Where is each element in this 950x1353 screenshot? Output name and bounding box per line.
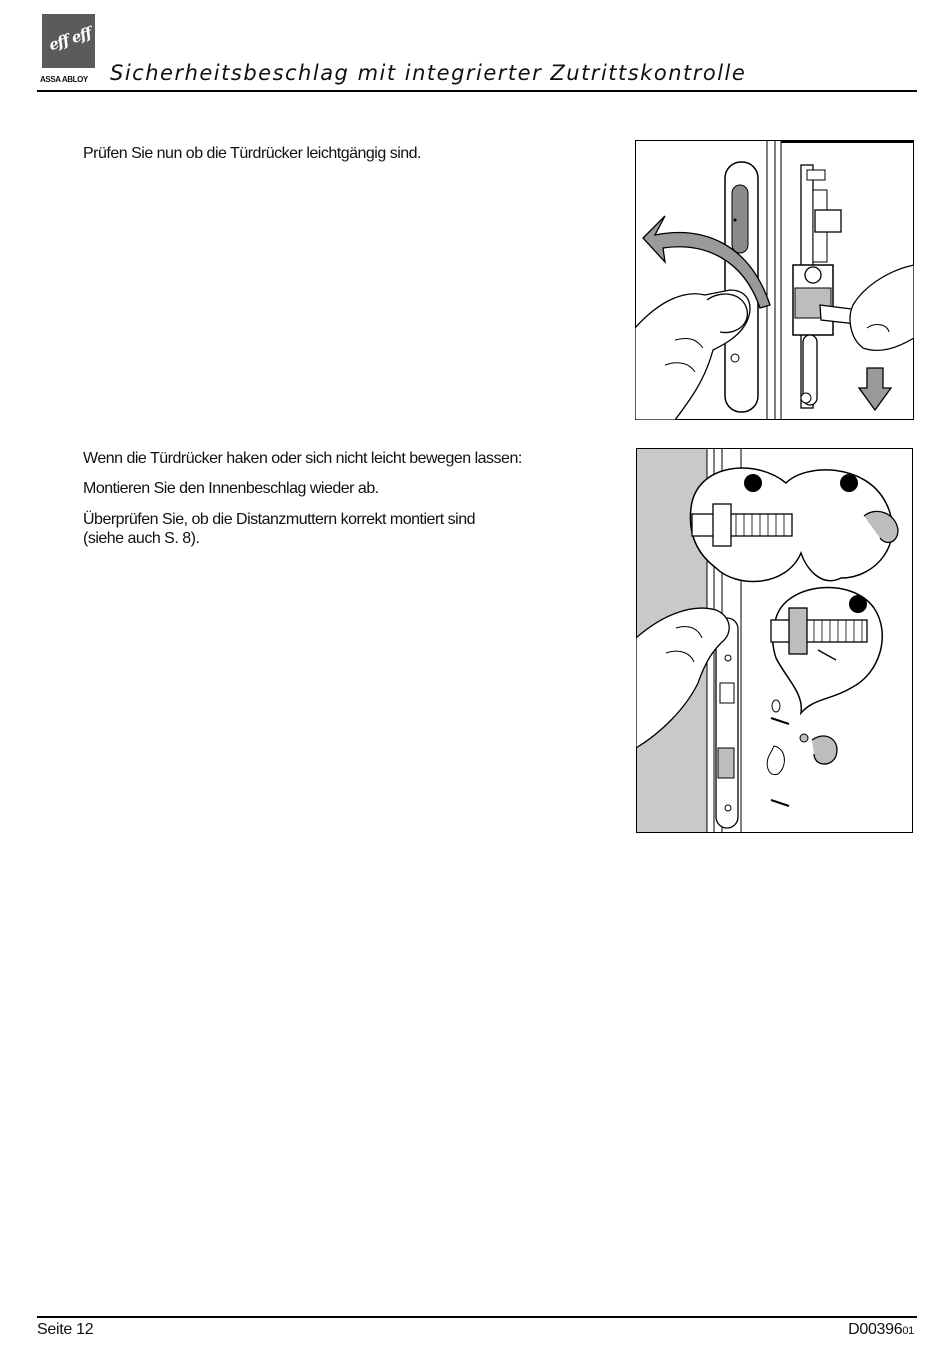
footer-divider [37, 1316, 917, 1318]
logo-wordmark: eff eff [46, 23, 94, 55]
instruction-if-stuck: Wenn die Türdrücker haken oder sich nicht leicht bewegen lassen: [83, 450, 522, 467]
document-title: Sicherheitsbeschlag mit integrierter Zutrittskontrolle [110, 61, 747, 85]
handle-check-illustration [635, 140, 914, 420]
document-revision: 01 [902, 1325, 914, 1337]
brand-name: ASSA ABLOY [40, 75, 88, 84]
instruction-check-nuts-line1: Überprüfen Sie, ob die Distanzmuttern korrekt montiert sind [83, 511, 476, 528]
instruction-remove-fitting: Montieren Sie den Innenbeschlag wieder ab. [83, 480, 379, 497]
spacer-nut-drawing [636, 448, 913, 833]
header-divider [37, 90, 917, 92]
page-number: Seite 12 [37, 1321, 94, 1338]
instruction-check-nuts [83, 510, 475, 548]
instruction-check-nuts-line2: (siehe auch S. 8). [83, 530, 200, 547]
instruction-check-handles: Prüfen Sie nun ob die Türdrücker leichtgängig sind. [83, 145, 421, 162]
handle-check-drawing [635, 140, 914, 420]
company-logo [40, 14, 96, 84]
spacer-nut-illustration [636, 448, 913, 833]
document-id [848, 1321, 914, 1339]
document-code: D00396 [848, 1321, 903, 1338]
logo-emblem [42, 14, 95, 68]
